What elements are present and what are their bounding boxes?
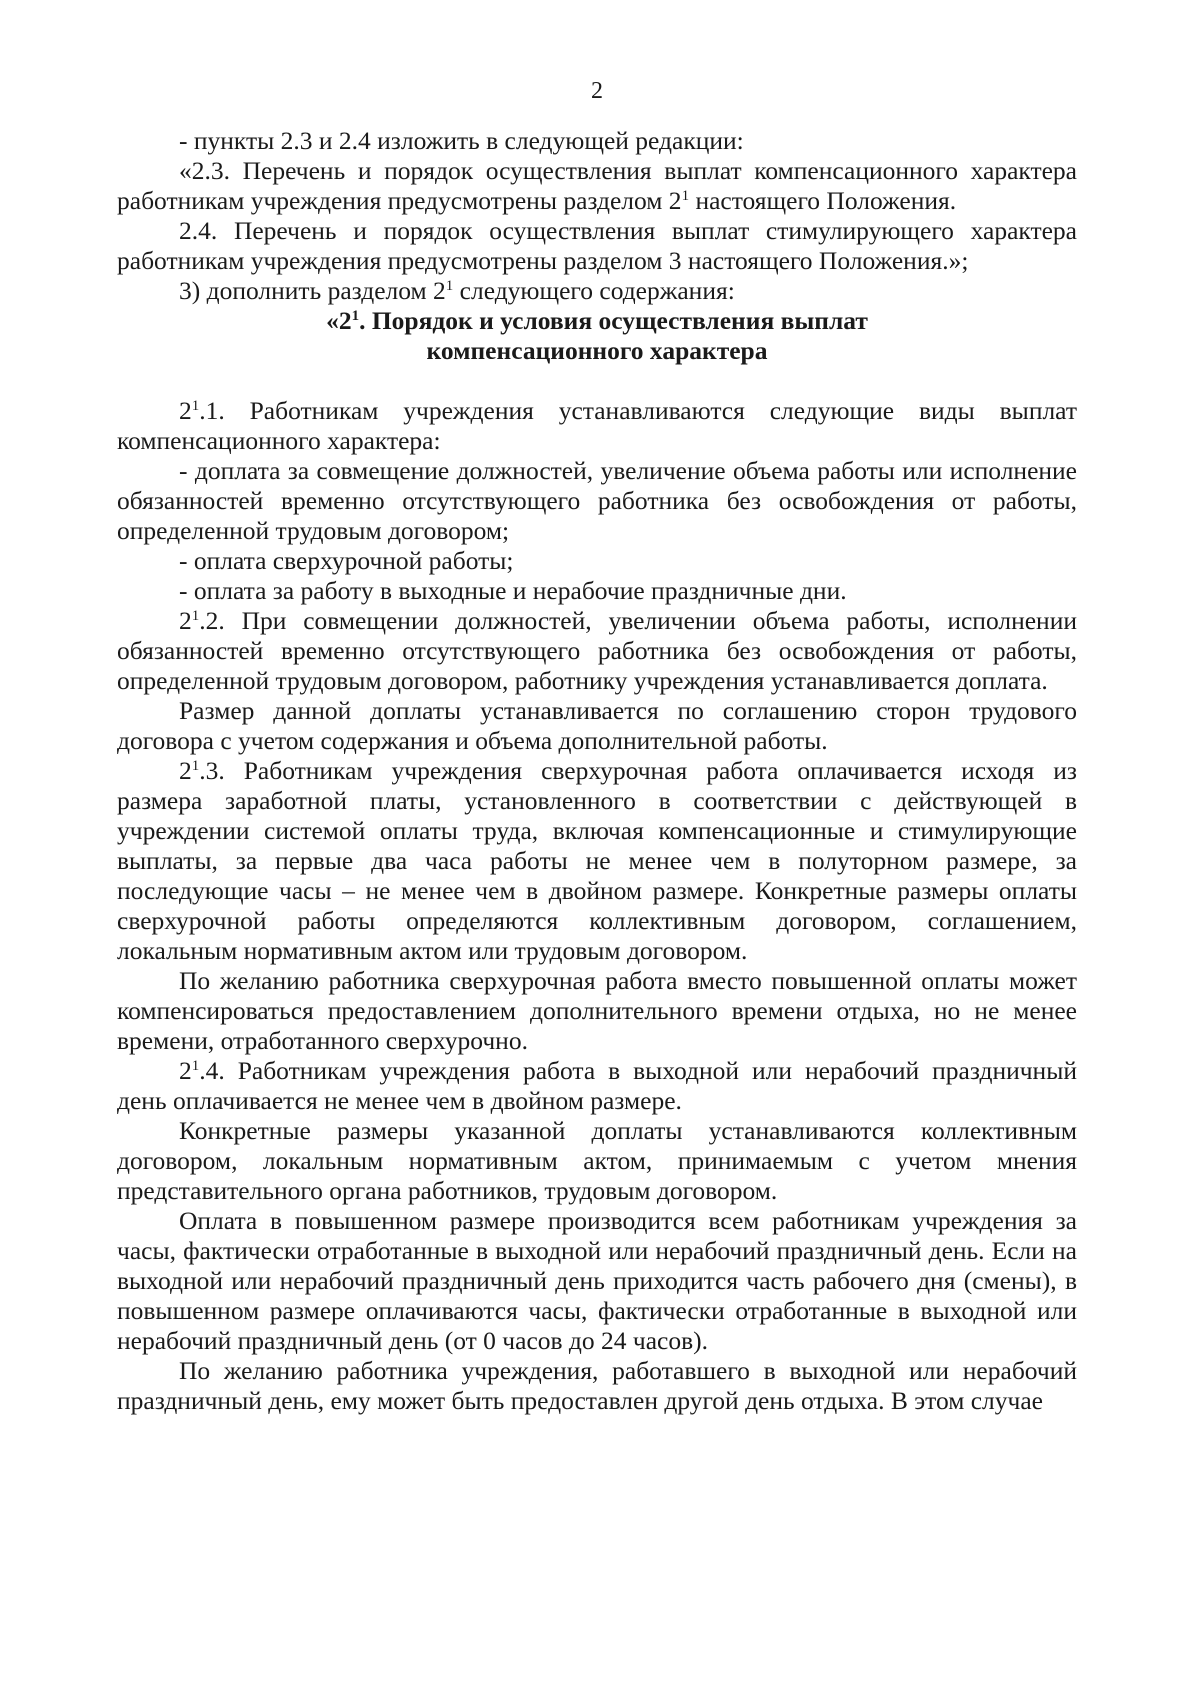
paragraph-text: .4. Работникам учреждения работа в выходной или нерабочий праздничный день оплачивается не менее чем в двойном размере. bbox=[117, 1056, 1077, 1115]
paragraph-text: 2 bbox=[179, 396, 192, 425]
superscript: 1 bbox=[191, 1058, 200, 1074]
heading-text: компенсационного характера bbox=[426, 336, 768, 365]
superscript: 1 bbox=[681, 188, 690, 204]
paragraph-text: «2.3. Перечень и порядок осуществления выплат компенсационного характера работникам учреждения предусмотрены разделом 2 bbox=[117, 156, 1077, 215]
paragraph bbox=[117, 606, 1077, 696]
paragraph bbox=[117, 126, 1077, 156]
paragraph bbox=[117, 276, 1077, 306]
paragraph bbox=[117, 756, 1077, 966]
section-heading bbox=[117, 306, 1077, 336]
spacer bbox=[117, 366, 1077, 396]
superscript: 1 bbox=[351, 308, 360, 324]
superscript: 1 bbox=[191, 398, 200, 414]
heading-text: . Порядок и условия осуществления выплат bbox=[359, 306, 868, 335]
paragraph-text: Конкретные размеры указанной доплаты устанавливаются коллективным договором, локальным нормативным актом, принимаемым с учетом мнения представительного органа работников, трудовым договором. bbox=[117, 1116, 1077, 1205]
paragraph-text: 2 bbox=[179, 756, 192, 785]
paragraph bbox=[117, 156, 1077, 216]
paragraph bbox=[117, 1206, 1077, 1356]
paragraph bbox=[117, 216, 1077, 276]
paragraph bbox=[117, 1056, 1077, 1116]
superscript: 1 bbox=[191, 608, 200, 624]
paragraph bbox=[117, 1356, 1077, 1416]
paragraph bbox=[117, 456, 1077, 546]
section-heading-line2 bbox=[117, 336, 1077, 366]
paragraph-text: 2.4. Перечень и порядок осуществления выплат стимулирующего характера работникам учреждения предусмотрены разделом 3 настоящего Положения.»; bbox=[117, 216, 1077, 275]
paragraph-text: По желанию работника учреждения, работавшего в выходной или нерабочий праздничный день, ему может быть предоставлен другой день отдыха. В этом случае bbox=[117, 1356, 1077, 1415]
paragraph bbox=[117, 966, 1077, 1056]
superscript: 1 bbox=[445, 278, 454, 294]
paragraph-text: настоящего Положения. bbox=[689, 186, 957, 215]
page-number: 2 bbox=[591, 78, 603, 104]
paragraph-text: 3) дополнить разделом 2 bbox=[179, 276, 446, 305]
paragraph-text: - пункты 2.3 и 2.4 изложить в следующей редакции: bbox=[179, 126, 744, 155]
superscript: 1 bbox=[191, 758, 200, 774]
paragraph bbox=[117, 576, 1077, 606]
paragraph bbox=[117, 1116, 1077, 1206]
paragraph-text: .2. При совмещении должностей, увеличении объема работы, исполнении обязанностей временно отсутствующего работника без освобождения от работы, определенной трудовым договором, работнику учреждения устанавливается доплата. bbox=[117, 606, 1077, 695]
paragraph-text: следующего содержания: bbox=[453, 276, 735, 305]
paragraph bbox=[117, 546, 1077, 576]
paragraph-text: - доплата за совмещение должностей, увеличение объема работы или исполнение обязанностей временно отсутствующего работника без освобождения от работы, определенной трудовым договором; bbox=[117, 456, 1077, 545]
document-body bbox=[117, 126, 1077, 1416]
heading-text: «2 bbox=[326, 306, 352, 335]
paragraph-text: 2 bbox=[179, 1056, 192, 1085]
paragraph-text: .3. Работникам учреждения сверхурочная работа оплачивается исходя из размера заработной платы, установленного в соответствии с действующей в учреждении системой оплаты труда, включая компенсационные и стимулирующие выплаты, за первые два часа работы не менее чем в полуторном размере, за последующие часы – не менее чем в двойном размере. Конкретные размеры оплаты сверхурочной работы определяются коллективным договором, соглашением, локальным нормативным актом или трудовым договором. bbox=[117, 756, 1077, 965]
paragraph-text: 2 bbox=[179, 606, 192, 635]
paragraph-text: - оплата за работу в выходные и нерабочие праздничные дни. bbox=[179, 576, 847, 605]
paragraph bbox=[117, 696, 1077, 756]
paragraph bbox=[117, 396, 1077, 456]
paragraph-text: По желанию работника сверхурочная работа вместо повышенной оплаты может компенсироваться предоставлением дополнительного времени отдыха, но не менее времени, отработанного сверхурочно. bbox=[117, 966, 1077, 1055]
paragraph-text: - оплата сверхурочной работы; bbox=[179, 546, 514, 575]
paragraph-text: .1. Работникам учреждения устанавливаются следующие виды выплат компенсационного характера: bbox=[117, 396, 1077, 455]
paragraph-text: Размер данной доплаты устанавливается по соглашению сторон трудового договора с учетом содержания и объема дополнительной работы. bbox=[117, 696, 1077, 755]
paragraph-text: Оплата в повышенном размере производится всем работникам учреждения за часы, фактически отработанные в выходной или нерабочий праздничный день. Если на выходной или нерабочий праздничный день приходится часть рабочего дня (смены), в повышенном размере оплачиваются часы, фактически отработанные в выходной или нерабочий праздничный день (от 0 часов до 24 часов). bbox=[117, 1206, 1077, 1355]
